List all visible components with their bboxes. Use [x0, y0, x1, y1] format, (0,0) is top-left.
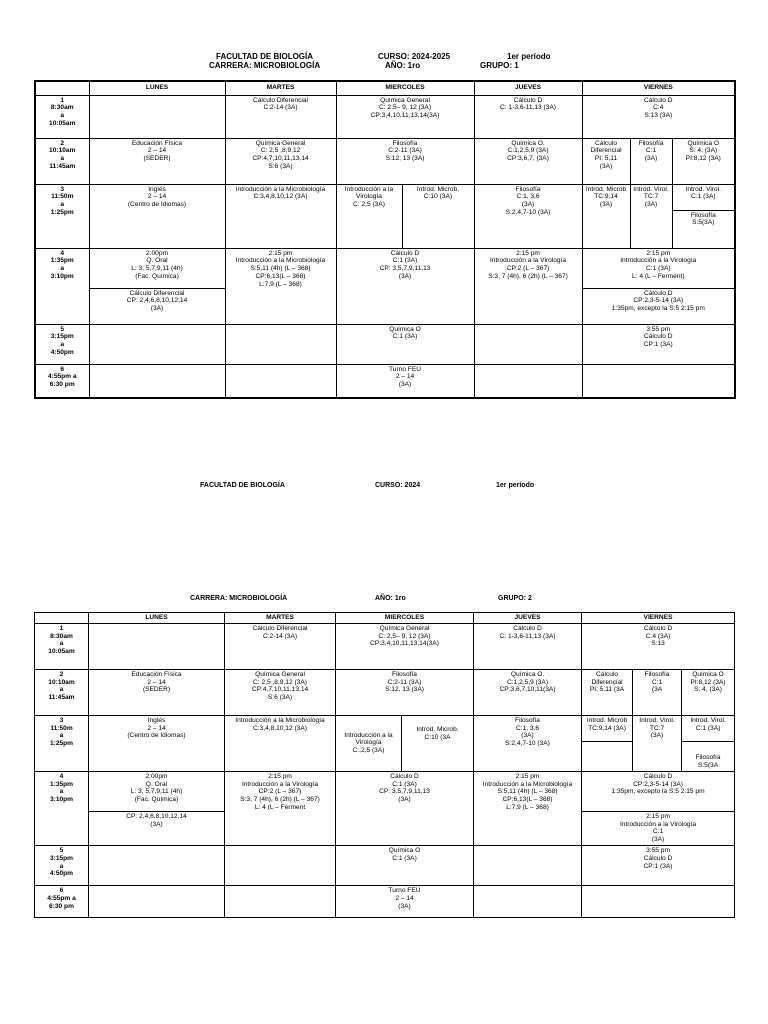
course-year: CURSO: 2024-2025: [378, 52, 451, 61]
faculty-title: FACULTAD DE BIOLOGÍA: [216, 52, 314, 61]
class-cell: Introducción a la Microbiología C:3,4,8,10,12 (3A): [225, 184, 336, 248]
class-cell: Cálculo Diferencial C:2-14 (3A): [225, 623, 336, 669]
day-header-jueves: JUEVES: [474, 81, 582, 95]
cell-empty: [474, 845, 582, 885]
class-cell: 2:15 pm Introducción a la Microbiología S:5,11 (4h) (L – 368) CP:6,13(L – 368) L:7,9 (L – 368): [225, 248, 336, 324]
hour-slot-6: 6 4:55pm a 6:30 pm: [35, 364, 89, 398]
schedule-table-group2: [34, 612, 735, 918]
class-cell: Introd. Virol. C:1 (3A): [682, 715, 735, 741]
class-cell: Educación Física 2 – 14 (SEDER): [89, 669, 225, 715]
class-cell: Filosofía C:2-11 (3A) S:12, 13 (3A): [336, 669, 474, 715]
cell-empty: [474, 885, 582, 917]
class-cell: Introd. Virol. TC:7 (3A): [633, 715, 682, 771]
cell-empty: [225, 324, 336, 364]
class-cell: Inglés 2 – 14 (Centro de Idiomas): [89, 184, 225, 248]
class-cell: 2:15 pm Introducción a la Virología CP:2 (L – 367) S:3, 7 (4h), 6 (2h) (L – 367) L: 4 (L – Ferment: [225, 771, 336, 845]
study-year: AÑO: 1ro: [385, 61, 421, 70]
cell-empty: [474, 324, 582, 364]
class-cell: Introducción a la Virología C:,2,5 (3A): [336, 715, 402, 771]
day-header-martes: MARTES: [225, 81, 336, 95]
class-cell: Turno FEU 2 – 14 (3A): [336, 364, 474, 398]
day-header-miercoles: MIERCOLES: [336, 81, 474, 95]
hour-slot-2: 2 10:10am a 11:45am: [35, 138, 89, 184]
group-label: GRUPO: 1: [480, 61, 519, 70]
schedule-table-group1: [34, 80, 736, 399]
class-cell: Cálculo Diferencial PI: 5,11 (3A: [582, 669, 633, 715]
class-cell: Química General C: 2,5 ,8,9,12 (3A) CP:4,7,10,11,13,14 S:6 (3A): [225, 669, 336, 715]
class-cell: Filosofía S:5(3A): [672, 210, 735, 248]
period-label: 1er período: [507, 52, 551, 61]
day-header-miercoles: MIERCOLES: [336, 613, 474, 624]
cell-empty: [89, 623, 225, 669]
day-header-lunes: LUNES: [89, 613, 225, 624]
hour-slot-2: 2 10:10am a 11:45am: [35, 669, 89, 715]
class-cell: Cálculo D C:4 S:13 (3A): [582, 95, 735, 138]
day-header-jueves: JUEVES: [474, 613, 582, 624]
class-cell: Cálculo D C:1 (3A) CP: 3,5,7,9,11,13 (3A): [336, 771, 474, 845]
class-cell: Filosofía C:1, 3,6 (3A) S:2,4,7-10 (3A): [474, 184, 582, 248]
study-year-2: AÑO: 1ro: [375, 595, 406, 602]
hour-slot-4: 4 1:35pm a 3:10pm: [35, 771, 89, 845]
class-cell: Introd. Virol. C:1 (3A): [672, 184, 735, 210]
class-cell: Cálculo D C:1 (3A) CP: 3,5,7,9,11,13 (3A): [336, 248, 474, 324]
class-cell: Química O C:1 (3A): [336, 324, 474, 364]
hour-slot-6: 6 4:55pm a 6:30 pm: [35, 885, 89, 917]
class-cell: Introd. Microb. C:10 (3A: [402, 715, 474, 771]
class-cell: Química O S: 4, (3A) PI:8,12 (3A): [672, 138, 735, 184]
class-cell: Introd. Microb TC:9,14 (3A): [582, 184, 630, 248]
class-cell: 2:00pm Q. Oral L: 3, 5,7,9,11 (4h) (Fac. Química): [89, 771, 225, 811]
class-cell: Introducción a la Microbiología C:3,4,8,10,12 (3A): [225, 715, 336, 771]
cell-empty: [89, 885, 225, 917]
class-cell: Química General C: 2,5– 9, 12 (3A) CP:3,4,10,11,13,14(3A): [336, 623, 474, 669]
hour-slot-3: 3 11:50m a 1:25pm: [35, 715, 89, 771]
hour-slot-4: 4 1:35pm a 3:10pm: [35, 248, 89, 324]
class-cell: Química General C: 2,5– 9, 12 (3A) CP:3,4,10,11,13,14(3A): [336, 95, 474, 138]
class-cell: Introd. Microb. C:10 (3A): [402, 184, 474, 248]
class-cell: Introd. Microb TC:9,14 (3A): [582, 715, 633, 741]
class-cell: Filosofía C:1, 3,6 (3A) S:2,4,7-10 (3A): [474, 715, 582, 771]
class-cell: Cálculo Diferencial CP: 2,4,6,8,10,12,14 (3A): [89, 288, 225, 324]
period-label-2: 1er período: [496, 482, 535, 489]
cell-empty: [225, 885, 336, 917]
class-cell: Inglés 2 – 14 (Centro de Idiomas): [89, 715, 225, 771]
hour-slot-1: 1 8:30am a 10:05am: [35, 95, 89, 138]
class-cell: Química General C: 2,5 ,8,9,12 CP:4,7,10,11,13,14 S:6 (3A): [225, 138, 336, 184]
class-cell: Filosofía C:1 (3A: [633, 669, 682, 715]
cell-empty: [89, 95, 225, 138]
class-cell: Educación Física 2 – 14 (SEDER): [89, 138, 225, 184]
class-cell: Cálculo D C: 1-3,6-11,13 (3A): [474, 95, 582, 138]
cell-empty: [582, 741, 633, 771]
class-cell: Filosofía C:2-11 (3A) S:12, 13 (3A): [336, 138, 474, 184]
class-cell: Química O. C:1,2,5,9 (3A) CP:3,6,7, (3A): [474, 138, 582, 184]
cell-empty: [225, 364, 336, 398]
class-cell: Introd. Virol. TC:7 (3A): [630, 184, 672, 248]
group-label-2: GRUPO: 2: [498, 595, 532, 602]
class-cell: Filosofía C:1 (3A): [630, 138, 672, 184]
class-cell: 2:00pm Q. Oral L: 3, 5,7,9,11 (4h) (Fac. Química): [89, 248, 225, 288]
class-cell: 2:15 pm Introducción a la Virología C:1 (3A): [582, 811, 735, 845]
hour-slot-3: 3 11:50m a 1:25pm: [35, 184, 89, 248]
class-cell: Cálculo D C:4 (3A) S:13: [582, 623, 735, 669]
corner-cell: [35, 81, 89, 95]
career-title-2: CARRERA: MICROBIOLOGÍA: [190, 595, 288, 602]
class-cell: 3:55 pm Cálculo D CP:1 (3A): [582, 324, 735, 364]
cell-empty: [582, 364, 735, 398]
cell-empty: [89, 845, 225, 885]
class-cell: Química O C:1 (3A): [336, 845, 474, 885]
hour-slot-5: 5 3:15pm a 4:50pm: [35, 845, 89, 885]
class-cell: Introducción a la Virología C: 2,5 (3A): [336, 184, 402, 248]
cell-empty: [89, 364, 225, 398]
day-header-martes: MARTES: [225, 613, 336, 624]
class-cell: Cálculo D CP:2,3-5-14 (3A) 1:35pm, excepto la S:5 2:15 pm: [582, 771, 735, 811]
day-header-viernes: VIERNES: [582, 613, 735, 624]
class-cell: Cálculo Diferencial C:2-14 (3A): [225, 95, 336, 138]
class-cell: Química O PI:8,12 (3A) S: 4, (3A): [682, 669, 735, 715]
class-cell: Cálculo D CP:2,3-5-14 (3A) 1:35pm, excepto la S:5 2:15 pm: [582, 288, 735, 324]
class-cell: Turno FEU 2 – 14 (3A): [336, 885, 474, 917]
corner-cell: [35, 613, 89, 624]
class-cell: 2:15 pm Introducción a la Microbiología S:5,11 (4h) (L – 368) CP:6,13(L – 368) L:7,9 (L – 368): [474, 771, 582, 845]
hour-slot-5: 5 3:15pm a 4:50pm: [35, 324, 89, 364]
cell-empty: [582, 885, 735, 917]
class-cell: Química O. C:1,2,5,9 (3A) CP:3,6,7,10,11(3A): [474, 669, 582, 715]
class-cell: Cálculo D C: 1-3,6-11,13 (3A): [474, 623, 582, 669]
day-header-lunes: LUNES: [89, 81, 225, 95]
class-cell: 2:15 pm Introducción a la Virología C:1 (3A) L: 4 (L – Ferment): [582, 248, 735, 288]
cell-empty: [89, 324, 225, 364]
course-year-2: CURSO: 2024: [375, 482, 421, 489]
class-cell: 2:15 pm Introducción a la Virología CP:2 (L – 367) S:3, 7 (4h), 6 (2h) (L – 367): [474, 248, 582, 324]
cell-empty: [225, 845, 336, 885]
class-cell: CP: 2,4,6,8,10,12,14 (3A): [89, 811, 225, 845]
class-cell: 3:55 pm Cálculo D CP:1 (3A): [582, 845, 735, 885]
faculty-title-2: FACULTAD DE BIOLOGÍA: [200, 482, 285, 489]
day-header-viernes: VIERNES: [582, 81, 735, 95]
career-title: CARRERA: MICROBIOLOGÍA: [209, 61, 321, 70]
class-cell: Filosofía S:5(3A: [682, 741, 735, 771]
cell-empty: [474, 364, 582, 398]
hour-slot-1: 1 8:30am a 10:05am: [35, 623, 89, 669]
class-cell: Cálculo Diferencial PI: 5,11 (3A): [582, 138, 630, 184]
